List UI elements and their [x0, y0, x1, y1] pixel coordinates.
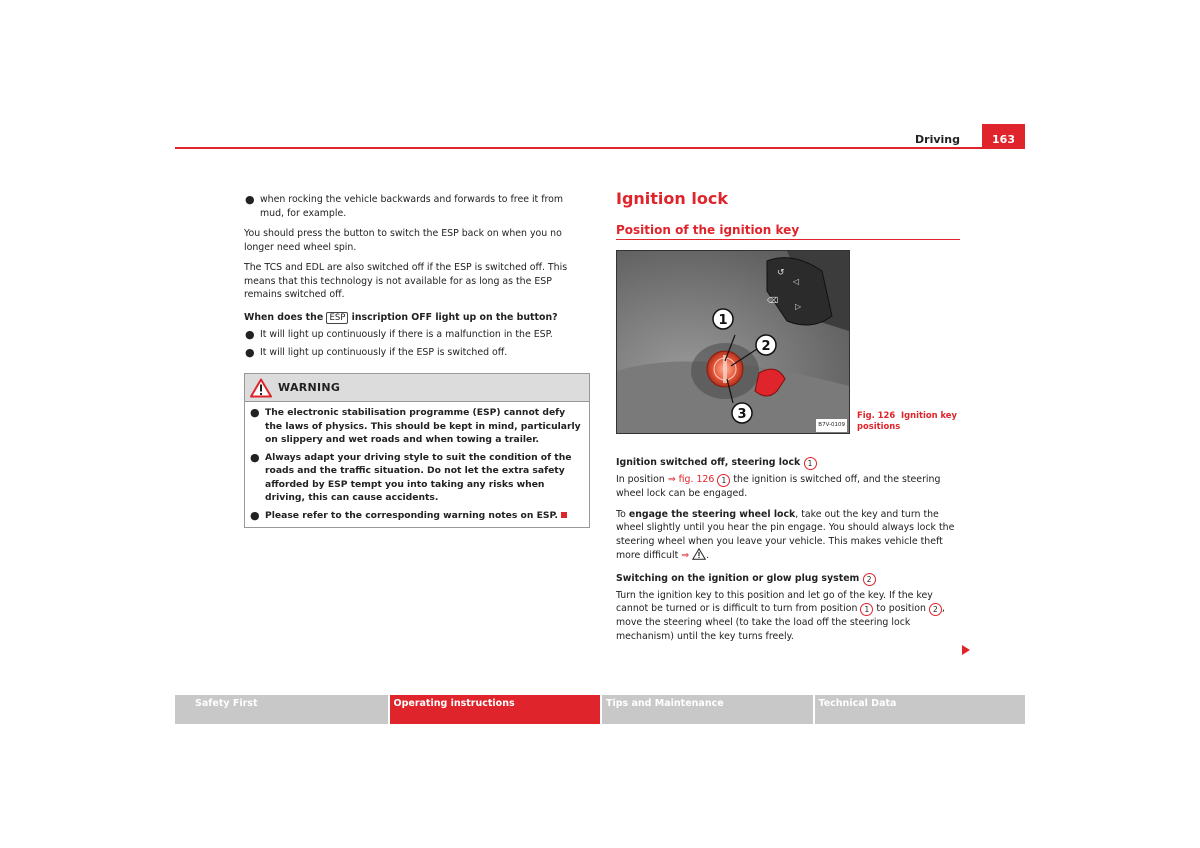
page-number: 163: [982, 124, 1025, 149]
warning-text: Always adapt your driving style to suit the condition of the roads and the traffic situation. Do not let the extra safety afforded by ESP tempt you into taking any risks when driving, this can cause accidents.: [265, 451, 572, 503]
text: Turn the ignition key to this position and let go of the key. If the key cannot be turned or is difficult to turn from position: [616, 589, 933, 614]
running-header-section: Driving: [915, 133, 960, 146]
figure-caption-text: Ignition key positions: [857, 410, 957, 431]
question-heading: [244, 311, 590, 325]
header-rule: [175, 147, 1025, 149]
position-marker-2: 2: [929, 603, 942, 616]
ignition-lock-illustration: [617, 251, 849, 433]
warning-text: The electronic stabilisation programme (ESP) cannot defy the laws of physics. This should be kept in mind, particularly on slippery and wet roads and when towing a trailer.: [265, 407, 581, 445]
subsection-title: Position of the ignition key: [616, 224, 960, 241]
svg-text:↺: ↺: [777, 268, 785, 278]
emphasis-text: engage the steering wheel lock: [628, 508, 796, 520]
text: to position: [876, 603, 926, 614]
heading-ignition-on: [616, 572, 962, 586]
answer-item: [244, 346, 590, 360]
answer-text: It will light up continuously if the ESP is switched off.: [260, 346, 508, 358]
heading-ignition-on-text: Switching on the ignition or glow plug system: [616, 572, 860, 584]
warning-item: [249, 509, 583, 523]
text: .: [706, 550, 710, 561]
esp-button-symbol: ESP: [326, 312, 348, 324]
bullet-dot-icon: ●: [245, 193, 255, 206]
ignition-figure: [616, 250, 850, 434]
tab-technical-data[interactable]: Technical Data: [813, 695, 1026, 724]
bullet-item: [244, 193, 590, 220]
paragraph-esp-back-on: You should press the button to switch the ESP back on when you no longer need wheel spin.: [244, 228, 562, 253]
position-marker-2: 2: [863, 573, 876, 586]
position-marker-1: 1: [717, 474, 730, 487]
warning-title: WARNING: [278, 380, 341, 394]
warning-body: [245, 402, 589, 527]
text: the ignition is switched off, and the steering wheel lock can be engaged.: [616, 474, 941, 499]
warning-item: [249, 406, 583, 447]
text: To: [616, 508, 626, 520]
left-column: [244, 193, 590, 528]
svg-text:▷: ▷: [795, 302, 802, 311]
figure-marker-3: 3: [737, 407, 747, 422]
paragraph-tcs-edl: The TCS and EDL are also switched off if the ESP is switched off. This means that this technology is not available for as long as the ESP remains switched off.: [244, 262, 568, 300]
warning-item: [249, 451, 583, 505]
warning-triangle-icon[interactable]: [692, 548, 706, 560]
footer-navigation: [175, 695, 1025, 724]
warning-reference-arrow[interactable]: ⇒: [681, 550, 690, 561]
paragraph-position-2: [616, 589, 962, 644]
bullet-dot-icon: ●: [245, 328, 255, 341]
svg-text:◁: ◁: [793, 277, 800, 286]
position-marker-1: 1: [804, 457, 817, 470]
heading-ignition-off-text: Ignition switched off, steering lock: [616, 457, 801, 468]
text: , move the steering wheel (to take the load off the steering lock mechanism) until the key turns freely.: [616, 603, 945, 642]
tab-safety-first[interactable]: Safety First: [175, 695, 388, 724]
section-title: Ignition lock: [616, 189, 728, 208]
figure-reference-link[interactable]: ⇒ fig. 126: [667, 474, 715, 485]
paragraph-position-1: [616, 473, 962, 501]
svg-text:⌫: ⌫: [767, 296, 779, 305]
bullet-dot-icon: ●: [250, 450, 260, 464]
continue-arrow-icon: [962, 645, 970, 655]
bullet-dot-icon: ●: [250, 508, 260, 522]
question-pre: When does the: [244, 311, 324, 323]
figure-marker-1: 1: [718, 313, 728, 328]
figure-caption: [857, 410, 967, 432]
question-post: inscription OFF light up on the button?: [351, 311, 558, 323]
warning-header: [245, 374, 589, 402]
paragraph-steering-lock: [616, 508, 962, 563]
position-marker-1: 1: [860, 603, 873, 616]
tab-tips-and-maintenance[interactable]: Tips and Maintenance: [600, 695, 813, 724]
figure-marker-2: 2: [761, 339, 771, 354]
answer-text: It will light up continuously if there is a malfunction in the ESP.: [260, 329, 553, 340]
bullet-text: when rocking the vehicle backwards and forwards to free it from mud, for example.: [260, 194, 564, 219]
warning-text: Please refer to the corresponding warning notes on ESP.: [265, 509, 559, 521]
heading-ignition-off: [616, 456, 962, 470]
warning-triangle-icon: [250, 378, 272, 398]
tab-operating-instructions[interactable]: Operating instructions: [388, 695, 601, 724]
text: , take out the key and turn the wheel slightly until you hear the pin engage. You should always lock the steering wheel when you leave your vehicle. This makes vehicle theft more difficult: [616, 508, 955, 561]
text: In position: [616, 474, 665, 485]
warning-box: [244, 373, 590, 528]
figure-block: [616, 250, 962, 436]
right-column: [616, 190, 962, 650]
answer-item: [244, 328, 590, 342]
bullet-dot-icon: ●: [245, 345, 255, 359]
bullet-dot-icon: ●: [250, 406, 260, 419]
figure-code: B7V-0109: [816, 419, 847, 433]
figure-number: Fig. 126: [857, 410, 896, 420]
end-of-section-icon: [561, 512, 567, 518]
